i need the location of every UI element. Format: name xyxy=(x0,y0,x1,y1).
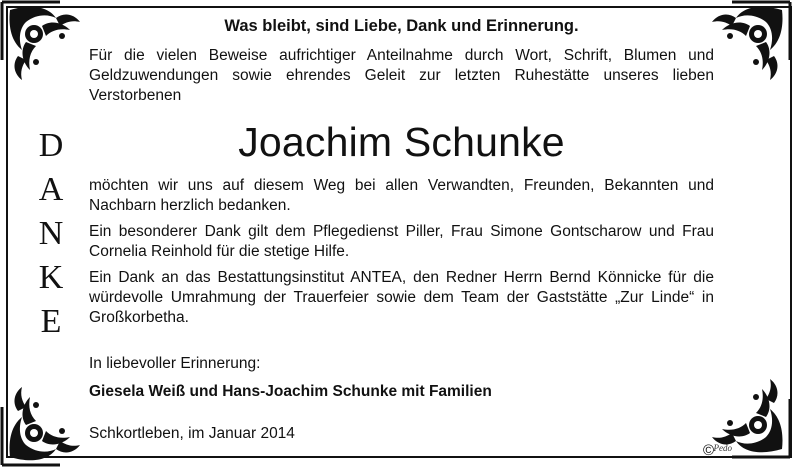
floral-corner-icon xyxy=(0,383,84,467)
copyright-symbol: © xyxy=(702,442,714,459)
notice-body xyxy=(89,16,714,444)
place-date: Schkortleben, im Januar 2014 xyxy=(89,425,295,442)
intro-paragraph: Für die vielen Beweise aufrichtiger Anteilnahme durch Wort, Schrift, Blumen und Geldzuwendungen sowie ehrendes Geleit zur letzten Ruhestätte unseres lieben Verstorbenen xyxy=(89,47,714,104)
floral-corner-icon xyxy=(708,0,792,84)
floral-corner-icon xyxy=(0,0,84,84)
thanks-paragraph: möchten wir uns auf diesem Weg bei allen Verwandten, Freunden, Bekannten und Nachbarn herzlich bedanken. xyxy=(89,177,714,214)
designer-credit: Pedo xyxy=(713,443,732,453)
closing-line: In liebevoller Erinnerung: xyxy=(89,355,261,372)
side-word-danke xyxy=(34,124,68,344)
thanks-paragraph: Ein besonderer Dank gilt dem Pflegedienst Piller, Frau Simone Gontscharow und Frau Cornelia Reinhold für die stetige Hilfe. xyxy=(89,223,714,260)
side-letter: K xyxy=(38,259,64,296)
thanks-paragraph: Ein Dank an das Bestattungsinstitut ANTEA, den Redner Herrn Bernd Könnicke für die würdevolle Umrahmung der Trauerfeier sowie dem Team der Gaststätte „Zur Linde“ in Großkorbetha. xyxy=(89,269,714,326)
heading: Was bleibt, sind Liebe, Dank und Erinnerung. xyxy=(224,17,579,35)
side-letter: N xyxy=(38,215,64,252)
side-letter: D xyxy=(38,127,64,164)
signature: Giesela Weiß und Hans-Joachim Schunke mit Familien xyxy=(89,383,492,400)
side-letter: E xyxy=(40,303,62,340)
side-letter: A xyxy=(38,171,64,208)
deceased-name: Joachim Schunke xyxy=(238,119,565,165)
